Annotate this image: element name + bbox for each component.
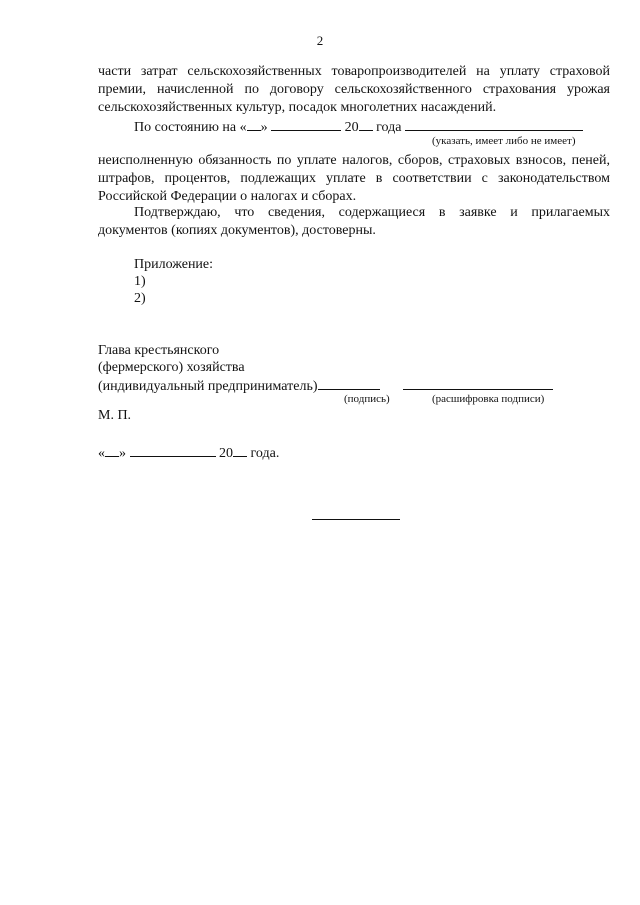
status-answer-blank[interactable] xyxy=(405,117,583,131)
date-month-blank[interactable] xyxy=(130,443,216,457)
year-prefix: 20 xyxy=(344,120,359,135)
date-prefix: « xyxy=(98,446,105,461)
date-year-prefix: 20 xyxy=(219,446,233,461)
signature-hint: (подпись) xyxy=(344,393,390,405)
page-number: 2 xyxy=(316,33,324,48)
signature-decoding-hint: (расшифровка подписи) xyxy=(432,393,545,405)
year-suffix: года xyxy=(376,120,402,135)
month-blank[interactable] xyxy=(271,117,341,131)
date-mid: » xyxy=(119,446,126,461)
end-of-document-rule xyxy=(312,519,400,520)
date-year-blank[interactable] xyxy=(233,443,247,457)
paragraph-confirmation: Подтверждаю, что сведения, содержащиеся в заявке и прилагаемых документов (копиях документов), достоверны. xyxy=(98,205,610,238)
appendix-title: Приложение: xyxy=(134,257,214,272)
status-hint: (указать, имеет либо не имеет) xyxy=(432,135,576,147)
date-day-blank[interactable] xyxy=(105,443,119,457)
day-blank[interactable] xyxy=(247,117,261,131)
signature-title-line2: (фермерского) хозяйства xyxy=(98,360,245,375)
status-prefix: По состоянию на « xyxy=(134,120,247,135)
status-date-line xyxy=(134,117,583,137)
signature-title-text: (индивидуальный предприниматель) xyxy=(98,379,318,394)
signing-date-line xyxy=(98,443,279,463)
signature-decoding-blank[interactable] xyxy=(403,376,553,390)
date-year-suffix: года. xyxy=(250,446,280,461)
year-blank[interactable] xyxy=(359,117,373,131)
stamp-label: М. П. xyxy=(98,408,132,423)
paragraph-obligation: неисполненную обязанность по уплате налогов, сборов, страховых взносов, пеней, штрафов, процентов, подлежащих уплате в соответствии с законодательством Российской Федерации о налогах и сборах. xyxy=(98,153,610,204)
paragraph-insurance-premium: части затрат сельскохозяйственных товаропроизводителей на уплату страховой премии, начисленной по договору сельскохозяйственного страхования урожая сельскохозяйственных культур, посадок многолетних насаждений. xyxy=(98,64,610,115)
appendix-item-1: 1) xyxy=(134,274,146,289)
signature-title-line1: Глава крестьянского xyxy=(98,343,220,358)
signature-blank[interactable] xyxy=(318,376,380,390)
appendix-item-2: 2) xyxy=(134,291,146,306)
status-mid: » xyxy=(260,120,268,135)
